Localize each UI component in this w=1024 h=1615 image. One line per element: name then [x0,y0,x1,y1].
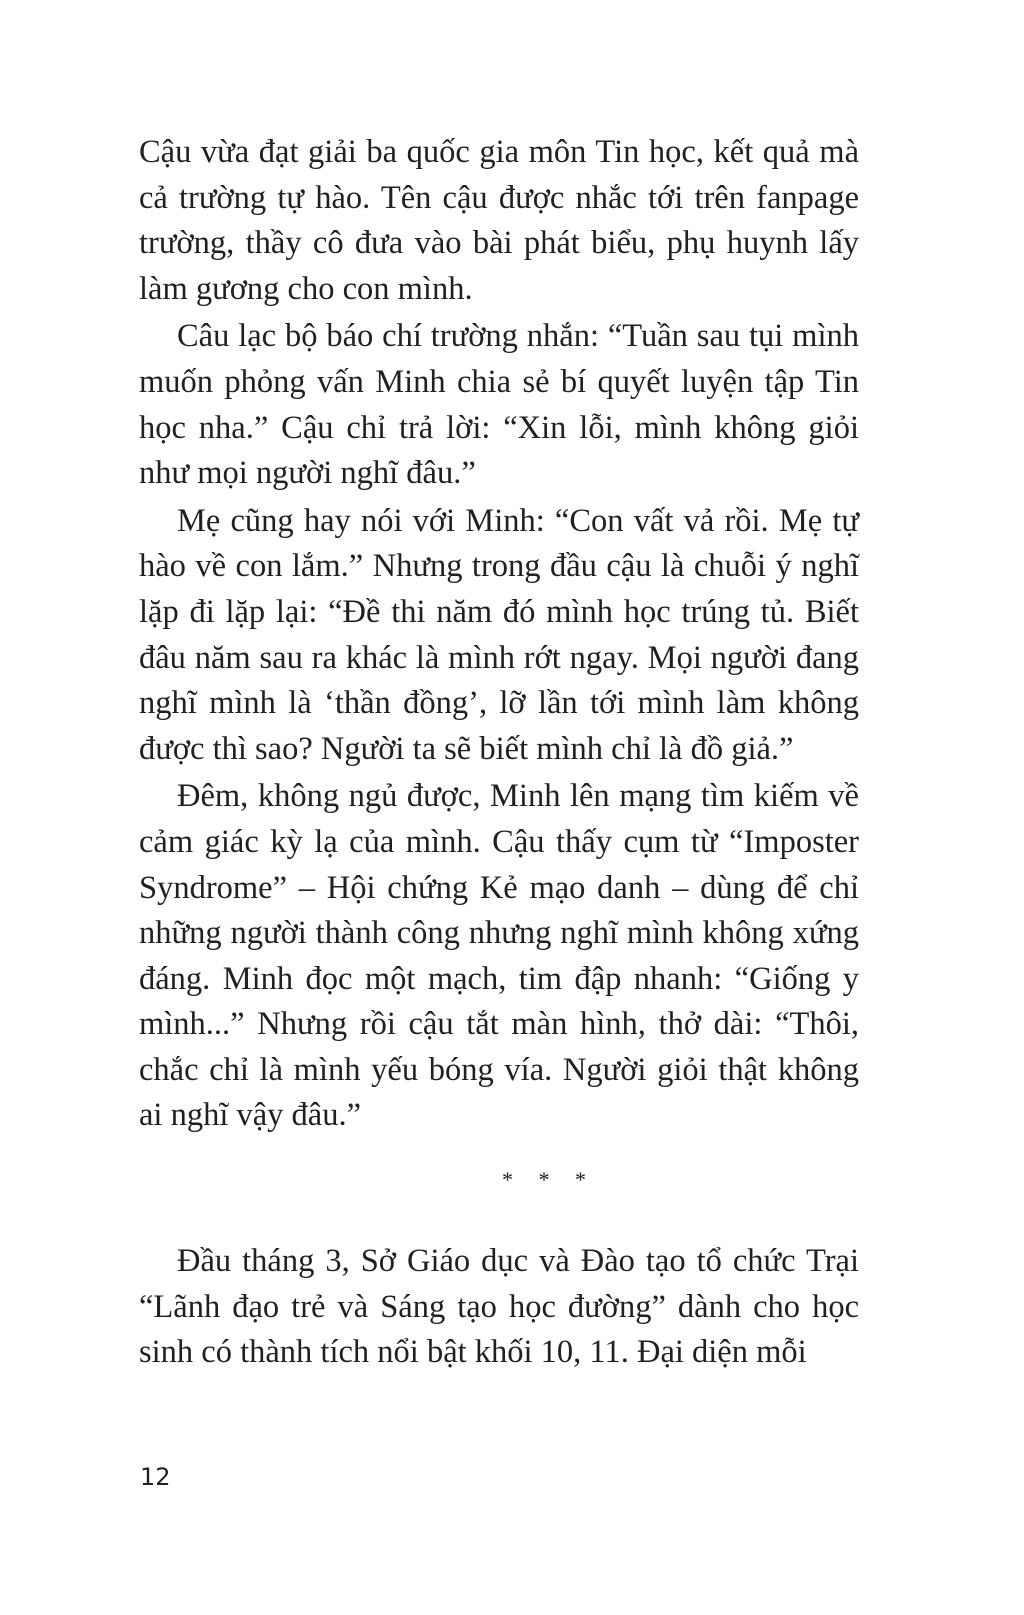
page-number: 12 [140,1463,171,1491]
section-separator: * * * [502,1167,596,1193]
paragraph-5: Đầu tháng 3, Sở Giáo dục và Đào tạo tổ chức Trại “Lãnh đạo trẻ và Sáng tạo học đường” dành cho học sinh có thành tích nổi bật khối 10, 11. Đại diện mỗi [139,1243,859,1371]
paragraph-4: Đêm, không ngủ được, Minh lên mạng tìm kiếm về cảm giác kỳ lạ của mình. Cậu thấy cụm từ “Imposter Syndrome” – Hội chứng Kẻ mạo danh – dùng để chỉ những người thành công nhưng nghĩ mình không xứng đáng. Minh đọc một mạch, tim đập nhanh: “Giống y mình...” Nhưng rồi cậu tắt màn hình, thở dài: “Thôi, chắc chỉ là mình yếu bóng vía. Người giỏi thật không ai nghĩ vậy đâu.” [139,778,859,1134]
paragraph-1: Cậu vừa đạt giải ba quốc gia môn Tin học, kết quả mà cả trường tự hào. Tên cậu được nhắc tới trên fanpage trường, thầy cô đưa vào bài phát biểu, phụ huynh lấy làm gương cho con mình. [139,134,859,307]
paragraph-3: Mẹ cũng hay nói với Minh: “Con vất vả rồi. Mẹ tự hào về con lắm.” Nhưng trong đầu cậu là chuỗi ý nghĩ lặp đi lặp lại: “Đề thi năm đó mình học trúng tủ. Biết đâu năm sau ra khác là mình rớt ngay. Mọi người đang nghĩ mình là ‘thần đồng’, lỡ lần tới mình làm không được thì sao? Người ta sẽ biết mình chỉ là đồ giả.” [139,502,859,767]
paragraph-2: Câu lạc bộ báo chí trường nhắn: “Tuần sau tụi mình muốn phỏng vấn Minh chia sẻ bí quyết luyện tập Tin học nha.” Cậu chỉ trả lời: “Xin lỗi, mình không giỏi như mọi người nghĩ đâu.” [139,318,859,492]
page-body [139,130,859,1376]
